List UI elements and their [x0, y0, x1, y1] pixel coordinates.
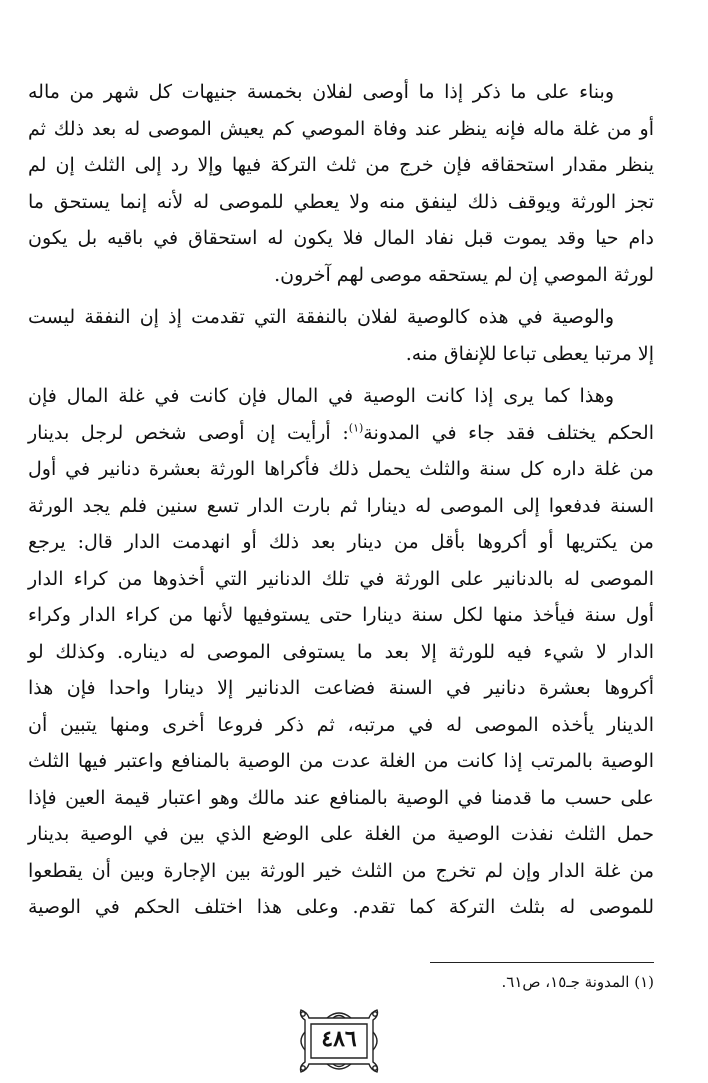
- text-line: أكروها بعشرة دنانير في السنة فضاعت الدنانير إلا دينارا واحدا فإن هذا: [28, 677, 654, 699]
- text-fragment: : أرأيت إن أوصى شخص لرجل بدينار: [28, 421, 349, 444]
- text-line: من غلة داره كل سنة والثلث يحمل ذلك فأكراها الورثة بعشرة دنانير في أول: [28, 458, 654, 480]
- main-text: [28, 74, 654, 926]
- text-line: وبناء على ما ذكر إذا ما أوصى لفلان بخمسة جنيهات كل شهر من ماله: [28, 81, 614, 103]
- text-fragment: الحكم يختلف فقد جاء في المدونة: [363, 421, 654, 444]
- text-line: الدينار يأخذه الموصى له في مرتبه، ثم ذكر فروعا أخرى ومنها يتبين أن: [28, 713, 654, 736]
- text-line: السنة فدفعوا إلى الموصى له دينارا ثم بارت الدار تسع سنين فلم يجد الورثة: [28, 494, 654, 517]
- text-line: لورثة الموصي إن لم يستحقه موصى لهم آخرون.: [274, 263, 654, 286]
- text-line: حمل الثلث نفذت الوصية من الغلة على الوضع الذي بين في الوصية بدينار: [28, 823, 654, 845]
- text-line-with-footnote-ref: [28, 415, 654, 452]
- page-number: ٤٨٦: [321, 1026, 357, 1052]
- paragraph-1: [28, 74, 654, 293]
- footnote-reference: (١): [348, 421, 364, 435]
- text-line: الدار لا شيء فيه للورثة إلا بعد ما يستوفى الموصى له ديناره. وكذلك لو: [28, 640, 654, 663]
- footnote-divider: [430, 962, 654, 963]
- text-line: دام حيا وقد يموت قبل نفاد المال فلا يكون له استحقاق في باقيه بل يكون: [28, 227, 654, 249]
- paragraph-2: [28, 299, 654, 372]
- text-line: إلا مرتبا يعطى تباعا للإنفاق منه.: [405, 342, 654, 365]
- text-line: الوصية بالمرتب إذا كانت من الغلة عدت من الوصية بالمنافع واعتبر فيها الثلث: [28, 750, 654, 772]
- text-line: الموصى له بالدنانير على الورثة في تلك الدنانير التي أخذوها من كراء الدار: [28, 567, 654, 590]
- text-line: من يكتريها أو أكروها بأقل من دينار بعد ذلك أو انهدمت الدار قال: يرجع: [28, 531, 654, 553]
- footnote: (١) المدونة جـ١٥، ص٦١.: [501, 973, 654, 991]
- text-line: ينظر مقدار استحقاقه فإن خرج من ثلث التركة فيها وإلا رد إلى الثلث إن لم: [28, 154, 654, 176]
- paragraph-3: [28, 378, 654, 926]
- text-line: من غلة الدار وإن لم تخرج من الثلث خير الورثة بين الإجارة وبين أن يقطعوا: [28, 859, 654, 882]
- page-number-frame: [291, 1006, 387, 1076]
- text-line: والوصية في هذه كالوصية لفلان بالنفقة التي تقدمت إذ إن النفقة ليست: [28, 306, 614, 328]
- text-line: للموصى له بثلث التركة كما تقدم. وعلى هذا اختلف الحكم في الوصية: [28, 896, 654, 918]
- text-line: أول سنة فيأخذ منها لكل سنة دينارا حتى يستوفيها لأنها من كراء الدار وكراء: [28, 604, 654, 626]
- text-line: وهذا كما يرى إذا كانت الوصية في المال فإن كانت في غلة المال فإن: [28, 385, 614, 407]
- text-line: على حسب ما قدمنا في الوصية بالمنافع عند مالك وهو اعتبار قيمة العين فإذا: [28, 786, 654, 809]
- text-line: تجز الورثة ويوقف ذلك لينفق منه ولا يعطي للموصى له لأنه إنما يستحق ما: [28, 190, 654, 213]
- text-line: أو من غلة ماله فإنه ينظر عند وفاة الموصي كم يعيش الموصى له بعد ذلك ثم: [28, 117, 654, 140]
